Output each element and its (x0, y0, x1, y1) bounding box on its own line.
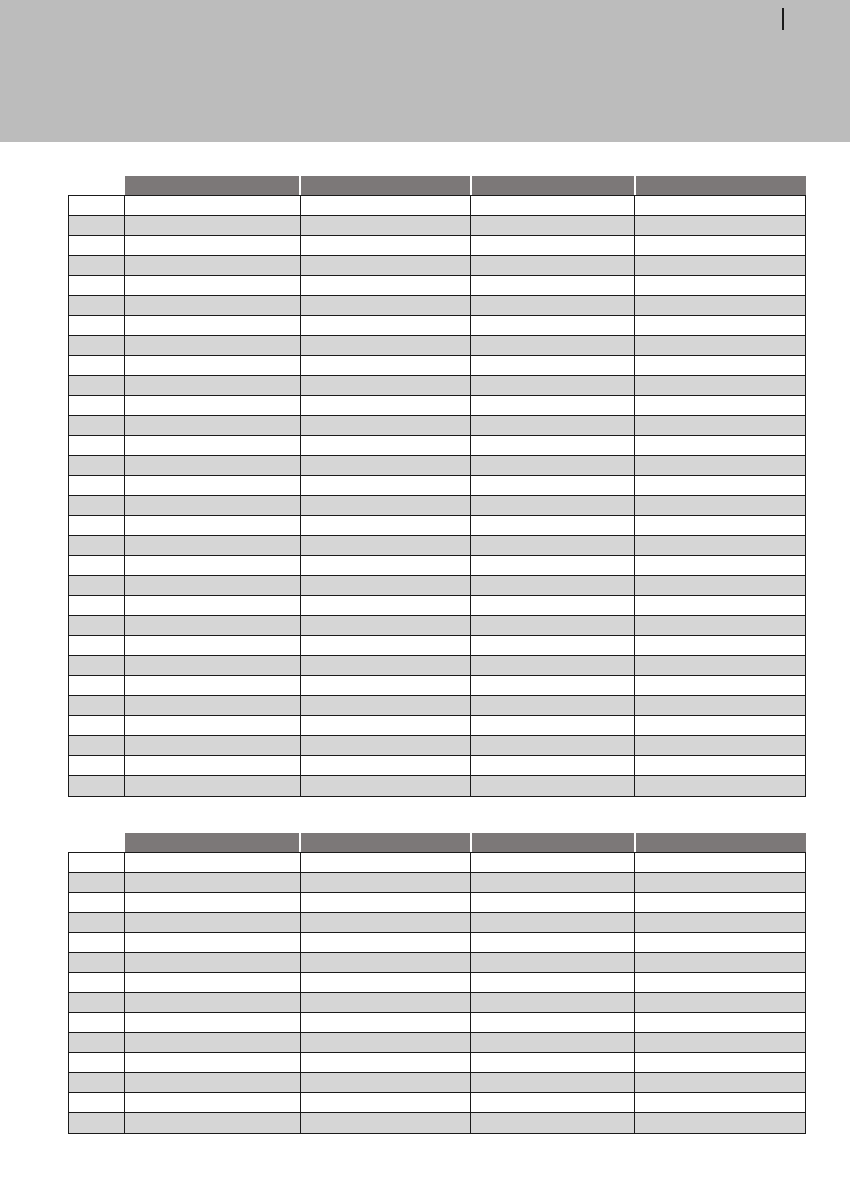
row-label-cell[interactable] (69, 1033, 125, 1052)
table-cell[interactable] (635, 536, 805, 555)
table-cell[interactable] (471, 716, 635, 735)
table-cell[interactable] (301, 636, 472, 655)
table-cell[interactable] (471, 993, 635, 1012)
table-cell[interactable] (471, 316, 635, 335)
table-cell[interactable] (635, 953, 805, 972)
table-cell[interactable] (301, 536, 472, 555)
column-header (125, 176, 301, 195)
table-cell[interactable] (301, 736, 472, 755)
table-row (69, 636, 805, 656)
table-cell[interactable] (125, 296, 301, 315)
table-cell[interactable] (635, 556, 805, 575)
table-row (69, 256, 805, 276)
table-cell[interactable] (125, 1033, 301, 1052)
table-row (69, 356, 805, 376)
table-cell[interactable] (471, 476, 635, 495)
row-label-cell[interactable] (69, 536, 125, 555)
table-cell[interactable] (471, 853, 635, 872)
table-cell[interactable] (635, 516, 805, 535)
table-cell[interactable] (471, 256, 635, 275)
table-row (69, 556, 805, 576)
row-label-cell[interactable] (69, 893, 125, 912)
table-row (69, 913, 805, 933)
table-cell[interactable] (301, 296, 472, 315)
table-cell[interactable] (125, 1093, 301, 1112)
table-cell[interactable] (471, 1073, 635, 1092)
table-row (69, 756, 805, 776)
row-label-cell[interactable] (69, 416, 125, 435)
table-body (68, 195, 806, 797)
table-cell[interactable] (471, 676, 635, 695)
table-cell[interactable] (301, 676, 472, 695)
table-row (69, 696, 805, 716)
row-label-cell[interactable] (69, 216, 125, 235)
table-cell[interactable] (635, 1093, 805, 1112)
table-row (69, 396, 805, 416)
table-cell[interactable] (301, 236, 472, 255)
table-cell[interactable] (471, 1013, 635, 1032)
table-cell[interactable] (635, 416, 805, 435)
row-label-cell[interactable] (69, 356, 125, 375)
table-cell[interactable] (471, 636, 635, 655)
table-row (69, 656, 805, 676)
table-cell[interactable] (301, 596, 472, 615)
table-cell[interactable] (471, 1113, 635, 1133)
row-label-cell[interactable] (69, 236, 125, 255)
row-label-cell[interactable] (69, 656, 125, 675)
table-cell[interactable] (471, 596, 635, 615)
row-label-cell[interactable] (69, 1073, 125, 1092)
table-cell[interactable] (125, 376, 301, 395)
table-cell[interactable] (471, 196, 635, 215)
table-cell[interactable] (471, 496, 635, 515)
row-label-cell[interactable] (69, 873, 125, 892)
table-cell[interactable] (125, 536, 301, 555)
table-cell[interactable] (125, 873, 301, 892)
table-cell[interactable] (471, 973, 635, 992)
table-row (69, 893, 805, 913)
table-row (69, 993, 805, 1013)
table-cell[interactable] (471, 276, 635, 295)
row-label-cell[interactable] (69, 756, 125, 775)
table-cell[interactable] (301, 556, 472, 575)
row-label-cell[interactable] (69, 1053, 125, 1072)
table-row (69, 1113, 805, 1133)
row-label-cell[interactable] (69, 556, 125, 575)
row-label-cell[interactable] (69, 1113, 125, 1133)
table-row (69, 276, 805, 296)
table-cell[interactable] (301, 756, 472, 775)
column-header (472, 176, 636, 195)
table-cell[interactable] (301, 616, 472, 635)
table-cell[interactable] (301, 1053, 472, 1072)
table-cell[interactable] (125, 276, 301, 295)
table-row (69, 296, 805, 316)
table-row (69, 456, 805, 476)
row-label-cell[interactable] (69, 1093, 125, 1112)
table-cell[interactable] (301, 336, 472, 355)
table-cell[interactable] (471, 436, 635, 455)
table-cell[interactable] (301, 496, 472, 515)
table-row (69, 416, 805, 436)
column-header (301, 833, 472, 852)
table-cell[interactable] (301, 656, 472, 675)
table-cell[interactable] (471, 873, 635, 892)
table-row (69, 1053, 805, 1073)
table-cell[interactable] (125, 396, 301, 415)
table-cell[interactable] (301, 1033, 472, 1052)
table-row (69, 1033, 805, 1053)
table-row (69, 436, 805, 456)
row-label-cell[interactable] (69, 376, 125, 395)
table-cell[interactable] (635, 476, 805, 495)
table-cell[interactable] (125, 1053, 301, 1072)
table-cell[interactable] (471, 336, 635, 355)
table-row (69, 576, 805, 596)
table-cell[interactable] (125, 596, 301, 615)
row-label-cell[interactable] (69, 1013, 125, 1032)
table-cell[interactable] (635, 973, 805, 992)
table-row (69, 196, 805, 216)
table-row (69, 933, 805, 953)
table-cell[interactable] (635, 1053, 805, 1072)
table-cell[interactable] (301, 993, 472, 1012)
table-row (69, 236, 805, 256)
table-cell[interactable] (471, 616, 635, 635)
table-cell[interactable] (471, 656, 635, 675)
table-row (69, 376, 805, 396)
table-cell[interactable] (301, 396, 472, 415)
row-label-cell[interactable] (69, 716, 125, 735)
table-cell[interactable] (301, 1013, 472, 1032)
log-table-1 (68, 176, 806, 797)
table-cell[interactable] (301, 276, 472, 295)
table-cell[interactable] (301, 873, 472, 892)
table-cell[interactable] (301, 416, 472, 435)
table-cell[interactable] (471, 756, 635, 775)
table-cell[interactable] (471, 536, 635, 555)
table-cell[interactable] (471, 456, 635, 475)
table-cell[interactable] (301, 316, 472, 335)
table-cell[interactable] (471, 953, 635, 972)
table-cell[interactable] (471, 236, 635, 255)
log-table-2 (68, 833, 806, 1134)
table-cell[interactable] (125, 933, 301, 952)
table-cell[interactable] (635, 1073, 805, 1092)
row-label-cell[interactable] (69, 993, 125, 1012)
table-cell[interactable] (471, 893, 635, 912)
table-cell[interactable] (635, 636, 805, 655)
table-cell[interactable] (635, 296, 805, 315)
table-row (69, 596, 805, 616)
table-cell[interactable] (125, 776, 301, 796)
table-cell[interactable] (125, 953, 301, 972)
table-cell[interactable] (635, 873, 805, 892)
row-label-cell[interactable] (69, 953, 125, 972)
row-label-cell[interactable] (69, 576, 125, 595)
table-cell[interactable] (635, 1113, 805, 1133)
table-cell[interactable] (301, 853, 472, 872)
column-header (636, 833, 806, 852)
table-cell[interactable] (125, 256, 301, 275)
table-cell[interactable] (635, 436, 805, 455)
table-row (69, 536, 805, 556)
table-cell[interactable] (301, 1113, 472, 1133)
table-cell[interactable] (635, 736, 805, 755)
table-cell[interactable] (125, 696, 301, 715)
row-label-cell[interactable] (69, 336, 125, 355)
table-cell[interactable] (471, 933, 635, 952)
table-cell[interactable] (471, 216, 635, 235)
table-cell[interactable] (635, 696, 805, 715)
table-cell[interactable] (635, 276, 805, 295)
row-label-cell[interactable] (69, 256, 125, 275)
table-cell[interactable] (125, 436, 301, 455)
column-header (472, 833, 636, 852)
row-label-cell[interactable] (69, 436, 125, 455)
table-cell[interactable] (125, 973, 301, 992)
table-cell[interactable] (635, 196, 805, 215)
table-cell[interactable] (301, 436, 472, 455)
table-body (68, 852, 806, 1134)
row-label-cell[interactable] (69, 456, 125, 475)
table-cell[interactable] (635, 993, 805, 1012)
table-cell[interactable] (125, 1073, 301, 1092)
table-row (69, 1073, 805, 1093)
table-cell[interactable] (301, 696, 472, 715)
table-cell[interactable] (301, 216, 472, 235)
table-cell[interactable] (635, 356, 805, 375)
table-cell[interactable] (635, 776, 805, 796)
table-cell[interactable] (635, 756, 805, 775)
row-label-cell[interactable] (69, 636, 125, 655)
row-label-cell[interactable] (69, 396, 125, 415)
table-cell[interactable] (125, 656, 301, 675)
table-cell[interactable] (125, 756, 301, 775)
table-cell[interactable] (125, 236, 301, 255)
row-label-cell[interactable] (69, 933, 125, 952)
table-cell[interactable] (635, 676, 805, 695)
table-cell[interactable] (125, 216, 301, 235)
crop-mark-tick (782, 8, 784, 30)
row-label-cell[interactable] (69, 913, 125, 932)
table-cell[interactable] (471, 356, 635, 375)
table-cell[interactable] (125, 456, 301, 475)
table-cell[interactable] (635, 316, 805, 335)
table-cell[interactable] (125, 516, 301, 535)
table-cell[interactable] (635, 216, 805, 235)
column-header-row (125, 176, 806, 195)
table-cell[interactable] (125, 716, 301, 735)
row-label-cell[interactable] (69, 616, 125, 635)
table-cell[interactable] (471, 556, 635, 575)
table-cell[interactable] (125, 1113, 301, 1133)
table-cell[interactable] (301, 456, 472, 475)
table-cell[interactable] (301, 256, 472, 275)
table-cell[interactable] (125, 556, 301, 575)
row-label-cell[interactable] (69, 596, 125, 615)
table-cell[interactable] (471, 296, 635, 315)
table-cell[interactable] (301, 1093, 472, 1112)
row-label-cell[interactable] (69, 853, 125, 872)
table-cell[interactable] (125, 893, 301, 912)
table-row (69, 616, 805, 636)
table-cell[interactable] (125, 476, 301, 495)
table-cell[interactable] (125, 496, 301, 515)
table-row (69, 336, 805, 356)
table-cell[interactable] (635, 616, 805, 635)
table-cell[interactable] (301, 356, 472, 375)
table-row (69, 216, 805, 236)
table-cell[interactable] (635, 656, 805, 675)
table-cell[interactable] (125, 336, 301, 355)
table-row (69, 873, 805, 893)
table-cell[interactable] (635, 716, 805, 735)
table-cell[interactable] (471, 1093, 635, 1112)
table-cell[interactable] (635, 853, 805, 872)
table-cell[interactable] (301, 476, 472, 495)
table-cell[interactable] (125, 1013, 301, 1032)
row-label-cell[interactable] (69, 496, 125, 515)
table-cell[interactable] (125, 576, 301, 595)
table-cell[interactable] (635, 596, 805, 615)
table-cell[interactable] (635, 496, 805, 515)
table-cell[interactable] (125, 736, 301, 755)
table-cell[interactable] (125, 913, 301, 932)
table-cell[interactable] (301, 1073, 472, 1092)
row-label-cell[interactable] (69, 776, 125, 796)
column-header (125, 833, 301, 852)
row-label-cell[interactable] (69, 476, 125, 495)
table-cell[interactable] (301, 576, 472, 595)
table-row (69, 716, 805, 736)
table-cell[interactable] (125, 636, 301, 655)
table-cell[interactable] (471, 913, 635, 932)
row-label-cell[interactable] (69, 696, 125, 715)
table-cell[interactable] (635, 1033, 805, 1052)
table-row (69, 853, 805, 873)
table-cell[interactable] (125, 853, 301, 872)
table-cell[interactable] (635, 576, 805, 595)
table-cell[interactable] (471, 776, 635, 796)
table-cell[interactable] (635, 456, 805, 475)
table-cell[interactable] (471, 516, 635, 535)
table-cell[interactable] (635, 376, 805, 395)
row-label-cell[interactable] (69, 276, 125, 295)
table-cell[interactable] (125, 616, 301, 635)
table-cell[interactable] (125, 196, 301, 215)
table-cell[interactable] (301, 516, 472, 535)
table-cell[interactable] (635, 913, 805, 932)
table-row (69, 973, 805, 993)
table-cell[interactable] (471, 1053, 635, 1072)
table-cell[interactable] (471, 396, 635, 415)
table-row (69, 1093, 805, 1113)
table-cell[interactable] (471, 736, 635, 755)
row-label-cell[interactable] (69, 316, 125, 335)
table-cell[interactable] (301, 933, 472, 952)
table-cell[interactable] (301, 913, 472, 932)
column-header (636, 176, 806, 195)
row-label-cell[interactable] (69, 196, 125, 215)
table-cell[interactable] (635, 336, 805, 355)
table-cell[interactable] (471, 416, 635, 435)
table-cell[interactable] (125, 993, 301, 1012)
row-label-cell[interactable] (69, 736, 125, 755)
table-row (69, 1013, 805, 1033)
table-row (69, 496, 805, 516)
table-cell[interactable] (635, 1013, 805, 1032)
column-header (301, 176, 472, 195)
table-row (69, 736, 805, 756)
table-cell[interactable] (635, 256, 805, 275)
row-label-cell[interactable] (69, 516, 125, 535)
row-label-cell[interactable] (69, 296, 125, 315)
row-label-cell[interactable] (69, 676, 125, 695)
table-cell[interactable] (301, 716, 472, 735)
table-cell[interactable] (635, 236, 805, 255)
table-cell[interactable] (635, 893, 805, 912)
table-row (69, 316, 805, 336)
column-header-row (125, 833, 806, 852)
table-cell[interactable] (301, 893, 472, 912)
table-row (69, 476, 805, 496)
table-cell[interactable] (125, 676, 301, 695)
header-band (0, 0, 850, 142)
table-cell[interactable] (471, 376, 635, 395)
table-cell[interactable] (471, 1033, 635, 1052)
table-cell[interactable] (301, 953, 472, 972)
table-cell[interactable] (301, 973, 472, 992)
row-label-cell[interactable] (69, 973, 125, 992)
table-row (69, 676, 805, 696)
table-cell[interactable] (125, 316, 301, 335)
table-cell[interactable] (471, 696, 635, 715)
table-cell[interactable] (635, 396, 805, 415)
table-cell[interactable] (301, 776, 472, 796)
table-row (69, 953, 805, 973)
crop-marks (0, 0, 850, 1)
table-cell[interactable] (125, 356, 301, 375)
table-row (69, 776, 805, 796)
table-cell[interactable] (301, 376, 472, 395)
table-cell[interactable] (471, 576, 635, 595)
table-cell[interactable] (125, 416, 301, 435)
table-cell[interactable] (635, 933, 805, 952)
table-cell[interactable] (301, 196, 472, 215)
table-row (69, 516, 805, 536)
